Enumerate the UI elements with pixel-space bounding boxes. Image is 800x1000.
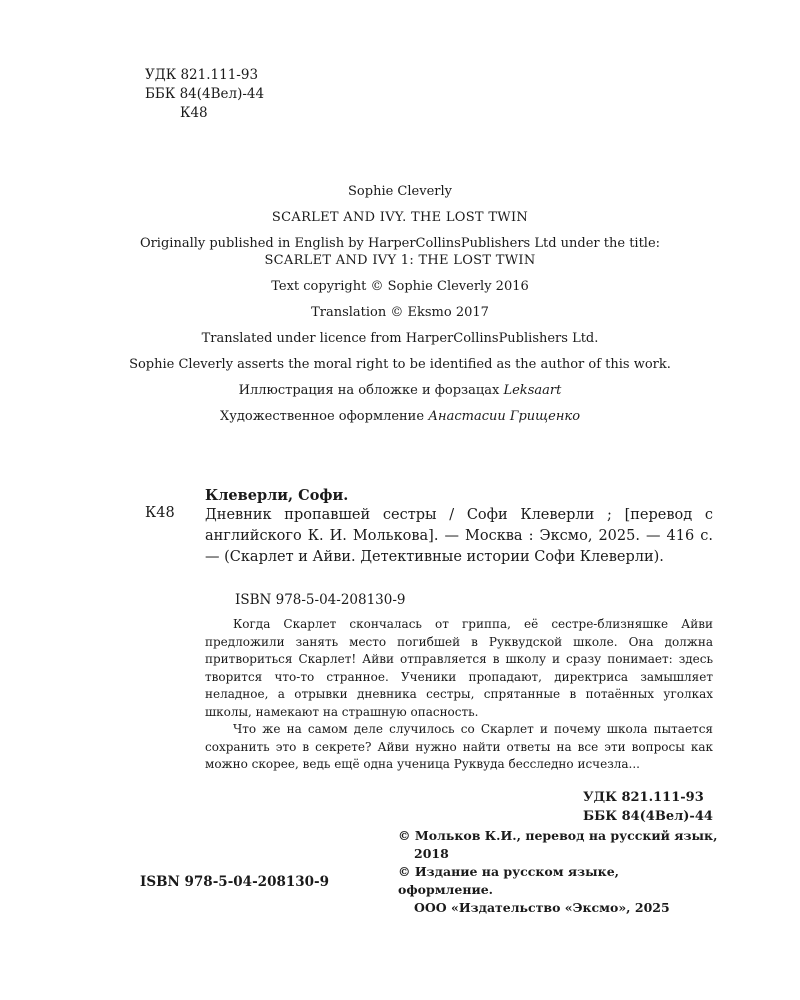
biblio-description: Дневник пропавшей сестры / Софи Клеверли ; [перевод с английского К. И. Молькова]. — Москва : Эксмо, 2025. — 416 с. — (Скарлет и Айви. Детективные истории Софи Клеверли). [205, 507, 713, 565]
udk-code: УДК 821.111-93 [145, 67, 259, 83]
original-publication-line: Originally published in English by HarperCollinsPublishers Ltd under the title: [139, 236, 661, 251]
author-sign: К48 [180, 105, 208, 121]
designer-name: Анастасии Грищенко [428, 409, 581, 424]
classification-bottom [583, 788, 713, 826]
illustration-label: Иллюстрация на обложке и форзацах [238, 383, 504, 398]
biblio-code: К48 [145, 505, 175, 521]
translation-copyright: Translation © Eksmo 2017 [311, 305, 489, 320]
annotation [205, 616, 713, 774]
biblio-heading: Клеверли, Софи. [205, 487, 349, 504]
udk-code-bottom: УДК 821.111-93 [583, 790, 704, 805]
bbk-code: ББК 84(4Вел)-44 [145, 86, 265, 102]
annotation-paragraph-1: Когда Скарлет скончалась от гриппа, её сестре-близняшке Айви предложили занять место погибшей в Руквудской школе. Она должна притвориться Скарлет! Айви отправляется в школу и сразу понимает: здесь творится что-то странное. Ученики пропадают, директриса замышляет неладное, а отрывки дневника сестры, спрятанные в потаённых уголках школы, намекают на страшную опасность. [205, 617, 713, 719]
classification-top [145, 66, 264, 123]
original-title: SCARLET AND IVY. THE LOST TWIN [271, 210, 529, 225]
bbk-code-bottom: ББК 84(4Вел)-44 [583, 809, 713, 824]
copyright-translation-year: 2018 [414, 846, 449, 861]
original-publication [100, 235, 700, 269]
annotation-paragraph-2: Что же на самом деле случилось со Скарлет и почему школа пытается сохранить это в секрете? Айви нужно найти ответы на все эти вопросы как можно скорее, ведь ещё одна ученица Руквуда бесследно исчезла... [205, 722, 713, 771]
text-copyright: Text copyright © Sophie Cleverly 2016 [271, 279, 529, 294]
copyright-publisher: ООО «Издательство «Эксмо», 2025 [414, 900, 670, 915]
copyright-edition: © Издание на русском языке, оформление. [398, 864, 620, 897]
biblio-isbn: ISBN 978-5-04-208130-9 [235, 592, 406, 608]
footer-isbn: ISBN 978-5-04-208130-9 [140, 874, 330, 890]
copyright-block [398, 827, 718, 917]
illustration-credit [100, 382, 700, 399]
original-publication-title: SCARLET AND IVY 1: THE LOST TWIN [264, 253, 536, 268]
original-author: Sophie Cleverly [348, 184, 452, 199]
credits-block [100, 183, 700, 434]
design-label: Художественное оформление [219, 409, 429, 424]
licence-line: Translated under licence from HarperCollinsPublishers Ltd. [201, 331, 599, 346]
illustrator-name: Leksaart [503, 383, 562, 398]
copyright-translation: © Мольков К.И., перевод на русский язык, [398, 828, 718, 843]
design-credit [100, 408, 700, 425]
moral-right-line: Sophie Cleverly asserts the moral right to be identified as the author of this work. [129, 357, 671, 372]
